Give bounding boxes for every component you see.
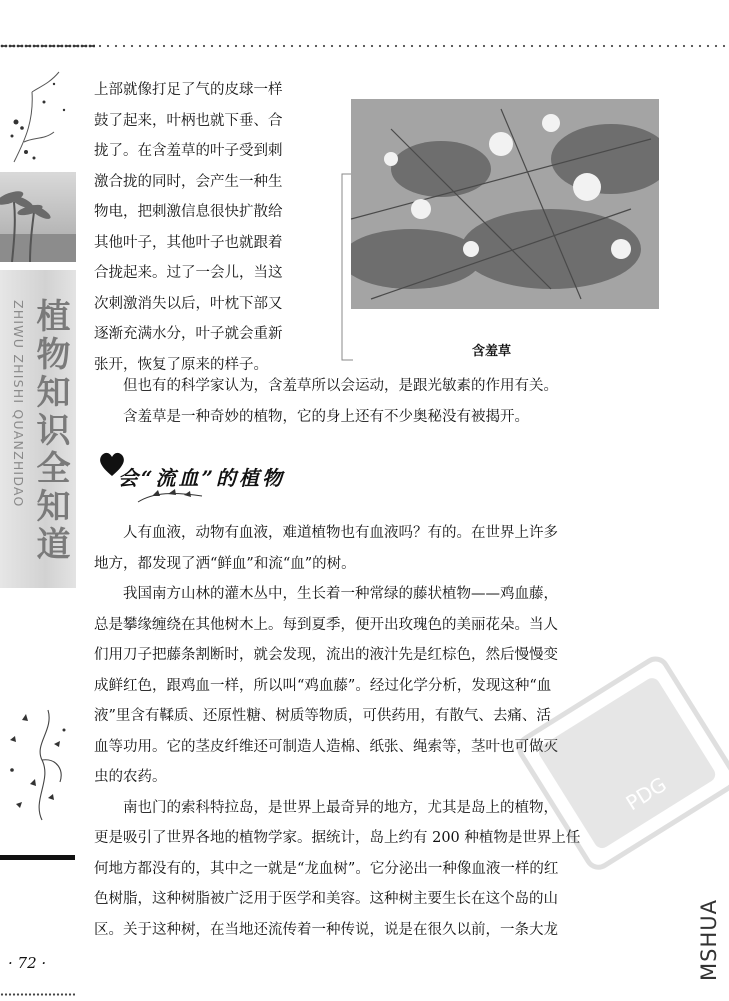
section-heading: 会“流血”的植物: [118, 466, 286, 490]
leaf-sprig-icon: [134, 486, 206, 508]
photo-caption: 含羞草: [472, 344, 512, 359]
watermark-stamp-icon: [504, 655, 729, 885]
sidebar-rule: [0, 855, 75, 860]
paragraph-top: [94, 75, 283, 380]
text-line: 色树脂，这种树脂被广泛用于医学和美容。这种树主要生长在这个岛的山: [94, 891, 558, 907]
text-line: 张开，恢复了原来的样子。: [94, 356, 268, 373]
text-line: 人有血液，动物有血液，难道植物也有血液吗？有的。在世界上许多: [94, 525, 558, 541]
text-line: 虫的农药。: [94, 769, 167, 785]
text-line: 上部就像打足了气的皮球一样: [94, 82, 283, 98]
text-line: 物电，把刺激信息很快扩散给: [94, 204, 283, 220]
text-line: 合拢起来。过了一会儿，当这: [94, 265, 283, 281]
text-line: 南也门的索科特拉岛，是世界上最奇异的地方，尤其是岛上的植物，: [94, 799, 558, 816]
sidebar-pinyin: ZHIWU ZHISHI QUANZHIDAO: [11, 300, 26, 508]
paragraph-middle: [94, 371, 558, 432]
brand-mark: MSHUA: [697, 899, 721, 981]
text-line: 地方，都发现了洒“鲜血”和流“血”的树。: [94, 555, 356, 572]
floral-sprig-top-icon: [4, 62, 74, 172]
text-line: 但也有的科学家认为，含羞草所以会运动，是跟光敏素的作用有关。: [94, 378, 558, 394]
text-line: 区。关于这种树，在当地还流传着一种传说，说是在很久以前，一条大龙: [94, 921, 558, 938]
text-line: 更是吸引了世界各地的植物学家。据统计，岛上约有 200 种植物是世界上任: [94, 830, 581, 846]
text-line: 成鲜红色，跟鸡血一样，所以叫“鸡血藤”。经过化学分析，发现这种“血: [94, 677, 552, 694]
page-number: · 72 ·: [8, 954, 47, 972]
text-line: 逐渐充满水分，叶子就会重新: [94, 326, 283, 342]
text-line: 我国南方山林的灌木丛中，生长着一种常绿的藤状植物——鸡血藤，: [94, 586, 558, 602]
text-line: 鼓了起来，叶柄也就下垂、合: [94, 112, 283, 129]
text-line: 们用刀子把藤条割断时，就会发现，流出的液汁先是红棕色，然后慢慢变: [94, 647, 558, 663]
text-line: 液”里含有鞣质、还原性糖、树质等物质，可供药用，有散气、去痛、活: [94, 708, 551, 724]
text-line: 激合拢的同时，会产生一种生: [94, 173, 283, 190]
floral-vine-bottom-icon: [2, 700, 76, 830]
text-line: 血等功用。它的茎皮纤维还可制造人造棉、纸张、绳索等，茎叶也可做灭: [94, 738, 558, 755]
sidebar-palm-photo: [0, 172, 76, 262]
top-dotted-border: [0, 44, 729, 48]
text-line: 何地方都没有的，其中之一就是“龙血树”。它分泌出一种像血液一样的红: [94, 860, 559, 877]
text-line: 含羞草是一种奇妙的植物，它的身上还有不少奥秘没有被揭开。: [94, 408, 529, 425]
watermark-text: PDG: [621, 772, 671, 816]
text-line: 其他叶子，其他叶子也就跟着: [94, 234, 283, 251]
top-dotted-border-left: [0, 44, 95, 48]
bottom-dotted-border: [0, 993, 75, 996]
text-line: 总是攀缘缠绕在其他树木上。每到夏季，便开出玫瑰色的美丽花朵。当人: [94, 616, 558, 633]
sidebar-book-title: 植物知识全知道: [30, 298, 70, 564]
text-line: 次刺激消失以后，叶枕下部又: [94, 295, 283, 312]
text-line: 拢了。在含羞草的叶子受到刺: [94, 143, 283, 159]
mimosa-photo: [351, 99, 659, 309]
